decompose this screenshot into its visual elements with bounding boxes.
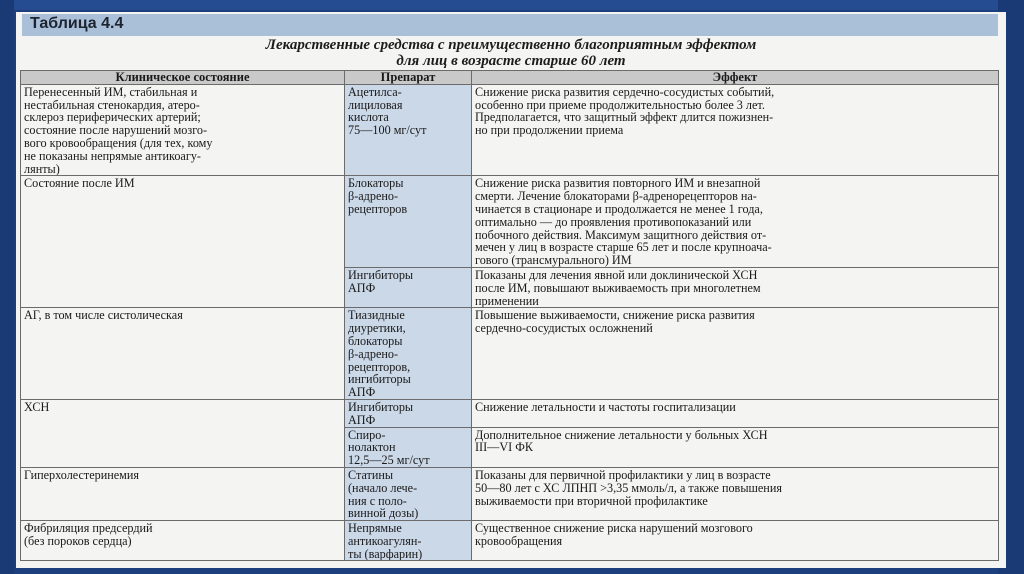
table-title-line-2: для лиц в возрасте старше 60 лет [396, 53, 626, 69]
drug-cell: Спиро- нолактон 12,5—25 мг/сут [345, 427, 472, 467]
slide-frame-top [0, 0, 1024, 10]
table-row [21, 467, 999, 520]
table-row [21, 399, 999, 427]
effect-cell: Показаны для первичной профилактики у лиц в возрасте 50—80 лет с ХС ЛПНП >3,35 ммоль/л, а также повышения выживаемости при вторичной профилактике [472, 467, 999, 520]
effect-cell: Снижение летальности и частоты госпитализации [472, 399, 999, 427]
table-row [21, 176, 999, 268]
drug-cell: Ингибиторы АПФ [345, 267, 472, 307]
column-header-condition: Клиническое состояние [21, 71, 345, 85]
condition-cell: Гиперхолестеринемия [21, 467, 345, 520]
table-title-line-1: Лекарственные средства с преимущественно благоприятным эффектом [265, 37, 757, 53]
drug-cell: Блокаторы β-адрено- рецепторов [345, 176, 472, 268]
effect-cell: Показаны для лечения явной или доклинической ХСН после ИМ, повышают выживаемость при многолетнем применении [472, 267, 999, 307]
table-label: Таблица 4.4 [30, 15, 124, 32]
slide-frame-left [0, 0, 14, 574]
condition-cell: Фибриляция предсердий (без пороков сердца) [21, 521, 345, 561]
document-sheet [16, 12, 1006, 568]
effect-cell: Существенное снижение риска нарушений мозгового кровообращения [472, 521, 999, 561]
condition-cell: Состояние после ИМ [21, 176, 345, 308]
column-header-effect: Эффект [472, 71, 999, 85]
effect-cell: Снижение риска развития повторного ИМ и внезапной смерти. Лечение блокаторами β-адренорецепторов на- чинается в стационаре и продолжается не менее 1 года, оптимально — до проявления противопоказаний или побочного действия. Максимум защитного действия от- мечен у лиц в возрасте старше 65 лет и после крупноача- гового (трансмурального) ИМ [472, 176, 999, 268]
drug-cell: Статины (начало лече- ния с поло- винной дозы) [345, 467, 472, 520]
table-row [21, 521, 999, 561]
effect-cell: Повышение выживаемости, снижение риска развития сердечно-сосудистых осложнений [472, 308, 999, 400]
table-row [21, 84, 999, 176]
condition-cell: АГ, в том числе систолическая [21, 308, 345, 400]
table-label-bar [22, 14, 998, 36]
condition-cell: Перенесенный ИМ, стабильная и нестабильная стенокардия, атеро- склероз периферических артерий; состояние после нарушений мозго- вого кровообращения (для тех, кому не показаны непрямые антикоагу- лянты) [21, 84, 345, 176]
table-row [21, 308, 999, 400]
effect-cell: Дополнительное снижение летальности у больных ХСН III—VI ФК [472, 427, 999, 467]
drug-cell: Ингибиторы АПФ [345, 399, 472, 427]
table-header-row [21, 71, 999, 85]
condition-cell: ХСН [21, 399, 345, 467]
drug-effects-table [20, 70, 999, 561]
drug-cell: Непрямые антикоагулян- ты (варфарин) [345, 521, 472, 561]
column-header-drug: Препарат [345, 71, 472, 85]
drug-cell: Тиазидные диуретики, блокаторы β-адрено- рецепторов, ингибиторы АПФ [345, 308, 472, 400]
drug-cell: Ацетилса- лициловая кислота 75—100 мг/сут [345, 84, 472, 176]
effect-cell: Снижение риска развития сердечно-сосудистых событий, особенно при приеме продолжительностью более 3 лет. Предполагается, что защитный эффект длится пожизнен- но при продолжении приема [472, 84, 999, 176]
